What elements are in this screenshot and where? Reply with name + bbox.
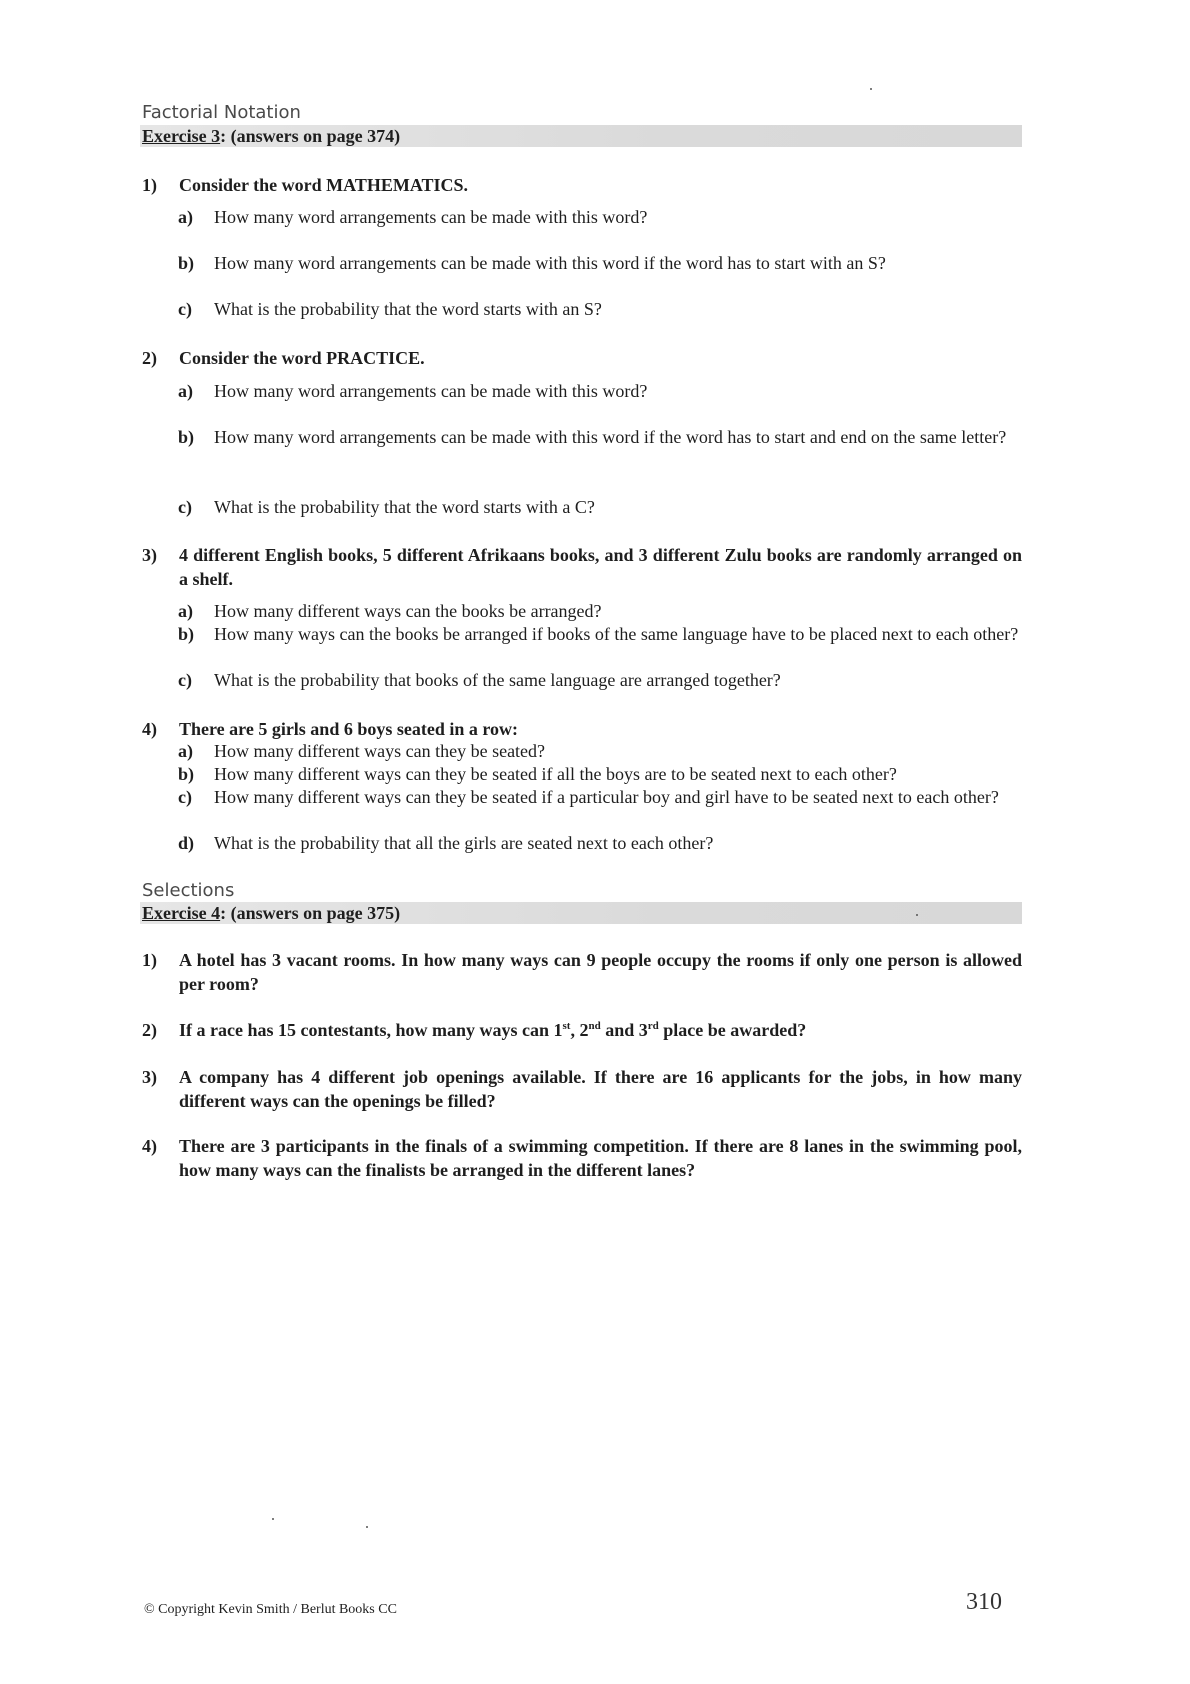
question-4-part-d <box>178 832 1022 855</box>
exercise-3-question-2 <box>142 346 1022 370</box>
exercise-3-answers-note: : (answers on page 374) <box>220 126 401 146</box>
exercise-3-question-3 <box>142 543 1022 591</box>
question-text: There are 3 participants in the finals of a swimming competition. If there are 8 lanes in the swimming pool, how many ways can the finalists be arranged in the different lanes? <box>179 1136 1022 1180</box>
part-letter: a) <box>178 741 193 761</box>
part-text: How many ways can the books be arranged if books of the same language have to be placed next to each other? <box>214 624 1019 644</box>
part-letter: c) <box>178 497 192 517</box>
question-1-part-a <box>178 206 1022 229</box>
question-2-part-c <box>178 496 1022 519</box>
question-2-part-b <box>178 426 1022 449</box>
question-text: Consider the word PRACTICE. <box>179 348 425 368</box>
part-letter: b) <box>178 427 195 447</box>
exercise-4-question-1 <box>142 948 1022 996</box>
part-letter: c) <box>178 299 192 319</box>
question-text: There are 5 girls and 6 boys seated in a row: <box>179 719 519 739</box>
part-text: What is the probability that books of the same language are arranged together? <box>214 670 781 690</box>
part-letter: c) <box>178 787 192 807</box>
question-number: 4) <box>142 1136 157 1156</box>
scan-speck <box>272 1518 274 1520</box>
part-text: How many word arrangements can be made with this word if the word has to start with an S? <box>214 253 886 273</box>
question-4-part-a <box>178 740 1022 763</box>
exercise-3-label: Exercise 3 <box>142 126 221 146</box>
scan-speck <box>916 914 918 916</box>
question-3-part-c <box>178 669 1022 692</box>
question-number: 1) <box>142 175 157 195</box>
part-letter: b) <box>178 764 195 784</box>
exercise-3-question-4 <box>142 717 1022 741</box>
question-text: A company has 4 different job openings available. If there are 16 applicants for the jobs, in how many different ways can the openings be filled? <box>179 1067 1022 1111</box>
exercise-4-answers-note: : (answers on page 375) <box>220 903 401 923</box>
page-number: 310 <box>966 1589 1002 1615</box>
question-number: 4) <box>142 719 157 739</box>
scan-speck <box>870 88 872 90</box>
part-letter: a) <box>178 207 193 227</box>
part-text: What is the probability that the word starts with an S? <box>214 299 602 319</box>
question-number: 2) <box>142 348 157 368</box>
question-1-part-b <box>178 252 1022 275</box>
scan-speck <box>366 1526 368 1528</box>
exercise-4-question-4 <box>142 1134 1022 1182</box>
question-4-part-c <box>178 786 1022 809</box>
part-text: How many different ways can they be seated? <box>214 741 546 761</box>
part-text: How many different ways can they be seated if all the boys are to be seated next to each other? <box>214 764 897 784</box>
part-letter: b) <box>178 624 195 644</box>
question-3-part-a <box>178 600 1022 623</box>
section-title-selections: Selections <box>142 880 235 901</box>
part-text: How many word arrangements can be made with this word? <box>214 207 648 227</box>
copyright-notice: © Copyright Kevin Smith / Berlut Books CC <box>144 1602 397 1617</box>
question-text: Consider the word MATHEMATICS. <box>179 175 469 195</box>
part-letter: a) <box>178 601 193 621</box>
part-text: What is the probability that the word starts with a C? <box>214 497 595 517</box>
part-letter: a) <box>178 381 193 401</box>
exercise-4-label: Exercise 4 <box>142 903 221 923</box>
exercise-4-question-3 <box>142 1065 1022 1113</box>
question-number: 3) <box>142 1067 157 1087</box>
part-text: How many different ways can the books be arranged? <box>214 601 602 621</box>
question-number: 2) <box>142 1020 157 1040</box>
part-letter: b) <box>178 253 195 273</box>
part-text: What is the probability that all the girls are seated next to each other? <box>214 833 714 853</box>
exercise-3-question-1 <box>142 173 1022 197</box>
exercise-4-header <box>140 902 1022 924</box>
question-text: If a race has 15 contestants, how many ways can 1st, 2nd and 3rd place be awarded? <box>179 1020 807 1040</box>
question-text: A hotel has 3 vacant rooms. In how many ways can 9 people occupy the rooms if only one person is allowed per room? <box>179 950 1022 994</box>
question-4-part-b <box>178 763 1022 786</box>
part-text: How many word arrangements can be made with this word? <box>214 381 648 401</box>
part-letter: c) <box>178 670 192 690</box>
exercise-4-question-2 <box>142 1018 1022 1042</box>
exercise-3-header <box>140 125 1022 147</box>
part-text: How many different ways can they be seated if a particular boy and girl have to be seated next to each other? <box>214 787 999 807</box>
question-2-part-a <box>178 380 1022 403</box>
question-number: 1) <box>142 950 157 970</box>
question-number: 3) <box>142 545 157 565</box>
section-title-factorial-notation: Factorial Notation <box>142 102 301 123</box>
part-letter: d) <box>178 833 195 853</box>
question-3-part-b <box>178 623 1022 646</box>
question-text: 4 different English books, 5 different Afrikaans books, and 3 different Zulu books are randomly arranged on a shelf. <box>179 545 1022 589</box>
part-text: How many word arrangements can be made with this word if the word has to start and end on the same letter? <box>214 427 1007 447</box>
question-1-part-c <box>178 298 1022 321</box>
